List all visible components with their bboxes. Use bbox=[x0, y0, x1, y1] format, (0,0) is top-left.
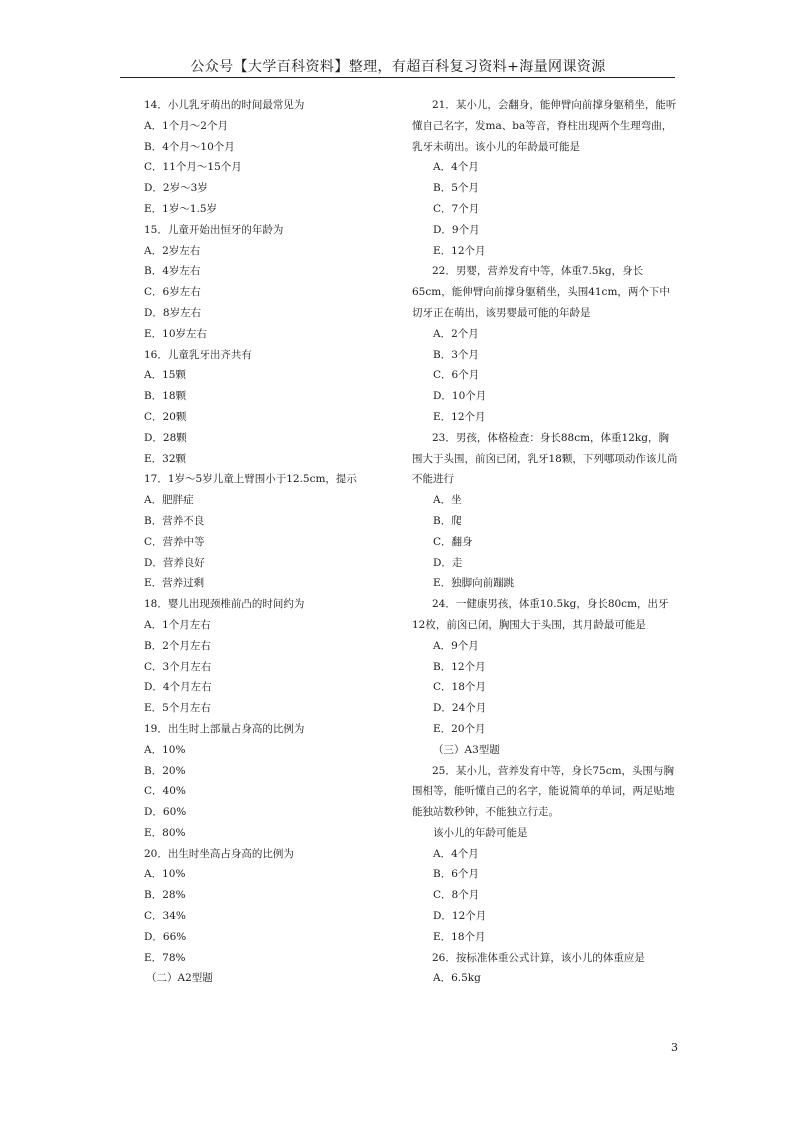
answer-option: E．独脚向前蹦跳 bbox=[433, 577, 515, 590]
answer-option: A．1个月左右 bbox=[144, 618, 211, 631]
answer-option: D．营养良好 bbox=[144, 556, 205, 569]
answer-option: B．4个月～10个月 bbox=[144, 140, 235, 153]
question-stem: 22．男婴，营养发育中等，体重7.5kg，身长65cm，能伸臂向前撑身躯稍坐，头围41cm，两个下中切牙正在萌出，该男婴最可能的年龄是 bbox=[412, 265, 670, 319]
right-column bbox=[412, 95, 678, 989]
answer-option: A．10% bbox=[144, 868, 186, 881]
question-stem: 26．按标准体重公式计算，该小儿的体重应是 bbox=[432, 951, 645, 964]
question-stem: 17．1岁～5岁儿童上臂围小于12.5cm，提示 bbox=[144, 473, 357, 486]
page-number: 3 bbox=[671, 1041, 678, 1054]
answer-option: B．6个月 bbox=[433, 868, 479, 881]
answer-option: A．9个月 bbox=[433, 639, 479, 652]
answer-option: D．66% bbox=[144, 930, 187, 943]
answer-option: A．6.5kg bbox=[433, 972, 481, 985]
answer-option: D．4个月左右 bbox=[144, 681, 212, 694]
section-heading: 该小儿的年龄可能是 bbox=[433, 826, 528, 839]
answer-option: E．12个月 bbox=[433, 244, 486, 257]
answer-option: C．翻身 bbox=[433, 535, 473, 548]
answer-option: C．7个月 bbox=[433, 202, 480, 215]
answer-option: E．18个月 bbox=[433, 930, 486, 943]
answer-option: E．20个月 bbox=[433, 722, 486, 735]
question-stem: 25．某小儿，营养发育中等，身长75cm，头围与胸围相等，能听懂自己的名字，能说简单的单词，两足贴地能独站数秒钟，不能独立行走。 bbox=[412, 764, 675, 819]
answer-option: B．3个月 bbox=[433, 348, 479, 361]
answer-option: C．6个月 bbox=[433, 369, 480, 382]
answer-option: A．4个月 bbox=[433, 847, 479, 860]
answer-option: A．4个月 bbox=[433, 161, 479, 174]
answer-option: B．5个月 bbox=[433, 182, 479, 195]
answer-option: E．营养过剩 bbox=[144, 577, 205, 590]
answer-option: A．肥胖症 bbox=[144, 494, 194, 507]
answer-option: D．12个月 bbox=[433, 910, 487, 923]
answer-option: B．4岁左右 bbox=[144, 265, 201, 278]
answer-option: E．80% bbox=[144, 826, 186, 839]
section-heading: （三）A3型题 bbox=[433, 743, 500, 756]
answer-option: B．爬 bbox=[433, 514, 462, 527]
answer-option: A．坐 bbox=[433, 494, 462, 507]
question-stem: 16．儿童乳牙出齐共有 bbox=[144, 348, 252, 361]
answer-option: E．12个月 bbox=[433, 410, 486, 423]
answer-option: E．10岁左右 bbox=[144, 327, 208, 340]
answer-option: B．12个月 bbox=[433, 660, 486, 673]
answer-option: D．10个月 bbox=[433, 390, 487, 403]
answer-option: C．营养中等 bbox=[144, 535, 205, 548]
answer-option: D．60% bbox=[144, 806, 187, 819]
answer-option: A．2岁左右 bbox=[144, 244, 201, 257]
answer-option: A．10% bbox=[144, 743, 186, 756]
question-stem: 14．小儿乳牙萌出的时间最常见为 bbox=[144, 99, 305, 111]
answer-option: E．78% bbox=[144, 951, 186, 964]
answer-option: D．走 bbox=[433, 556, 463, 569]
answer-option: D．8岁左右 bbox=[144, 306, 202, 319]
answer-option: E．5个月左右 bbox=[144, 702, 211, 715]
answer-option: D．2岁～3岁 bbox=[144, 182, 208, 195]
header-divider bbox=[120, 77, 675, 78]
question-stem: 18．婴儿出现颈椎前凸的时间约为 bbox=[144, 598, 305, 611]
answer-option: B．28% bbox=[144, 889, 186, 902]
question-stem: 15．儿童开始出恒牙的年龄为 bbox=[144, 223, 284, 236]
question-stem: 24．一健康男孩，体重10.5kg，身长80cm，出牙12枚，前囟已闭，胸围大于头围，其月龄最可能是 bbox=[412, 598, 669, 631]
answer-option: C．11个月～15个月 bbox=[144, 161, 242, 174]
answer-option: B．2个月左右 bbox=[144, 639, 211, 652]
left-column bbox=[144, 95, 394, 989]
answer-option: B．18颗 bbox=[144, 390, 187, 403]
question-stem: 20．出生时坐高占身高的比例为 bbox=[144, 847, 294, 860]
answer-option: C．8个月 bbox=[433, 889, 480, 902]
answer-option: E．1岁～1.5岁 bbox=[144, 202, 218, 215]
answer-option: C．18个月 bbox=[433, 681, 486, 694]
answer-option: A．15颗 bbox=[144, 369, 186, 382]
page-header: 公众号【大学百科资料】整理，有超百科复习资料+海量网课资源 bbox=[190, 59, 606, 75]
answer-option: C．6岁左右 bbox=[144, 286, 201, 299]
answer-option: E．32颗 bbox=[144, 452, 187, 465]
answer-option: D．28颗 bbox=[144, 431, 187, 444]
answer-option: B．20% bbox=[144, 764, 186, 777]
answer-option: A．1个月～2个月 bbox=[144, 119, 228, 132]
question-stem: 19．出生时上部量占身高的比例为 bbox=[144, 722, 305, 735]
answer-option: B．营养不良 bbox=[144, 514, 205, 527]
question-stem: 21．某小儿，会翻身，能伸臂向前撑身躯稍坐，能听懂自己名字，发ma、ba等音，脊柱出现两个生理弯曲，乳牙未萌出。该小儿的年龄最可能是 bbox=[412, 99, 677, 153]
answer-option: C．40% bbox=[144, 785, 186, 798]
question-stem: 23．男孩，体格检查：身长88cm，体重12kg，胸围大于头围，前囟已闭，乳牙18颗，下列哪项动作该儿尚不能进行 bbox=[412, 431, 678, 486]
answer-option: C．20颗 bbox=[144, 410, 187, 423]
answer-option: D．9个月 bbox=[433, 223, 480, 236]
answer-option: C．3个月左右 bbox=[144, 660, 212, 673]
answer-option: D．24个月 bbox=[433, 702, 487, 715]
section-heading: （二）A2型题 bbox=[146, 972, 213, 985]
answer-option: C．34% bbox=[144, 910, 186, 923]
answer-option: A．2个月 bbox=[433, 327, 479, 340]
